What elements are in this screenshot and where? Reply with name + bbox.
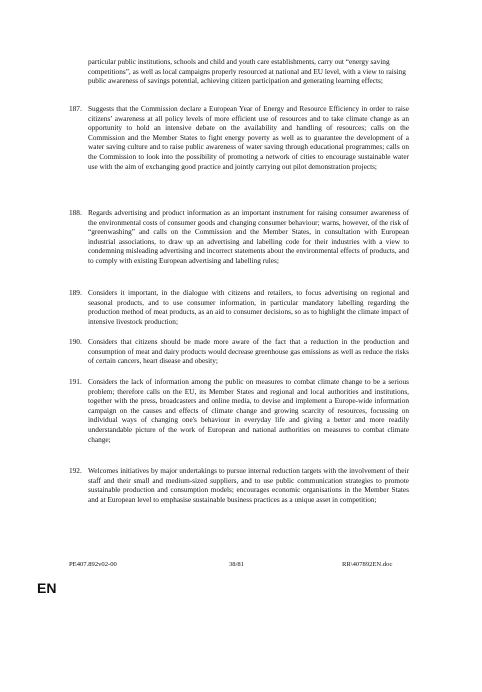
item-text: Regards advertising and product information as an important instrument for raising consumer awareness of the environmental costs of consumer goods and changing consumer behaviour; warns, however, of the risk of “greenwashing” and calls on the Commission and the Member States, in consultation with European industrial associations, to draw up an advertising and labelling code for their industries with a view to condemning misleading advertising and incorrect statements about the environmental effects of products, and to comply with existing European advertising and labelling rules; [88, 208, 409, 265]
item-text: Considers that citizens should be made more aware of the fact that a reduction in the production and consumption of meat and dairy products would decrease greenhouse gas emissions as well as reduce the risks of certain cancers, heart disease and obesity; [88, 337, 409, 366]
item-text: Suggests that the Commission declare a European Year of Energy and Resource Efficiency in order to raise citizens’ awareness at all policy levels of more efficient use of resources and to take climate change as an opportunity to hold an intensive debate on the availability and handling of resources; calls on the Commission and the Member States to fight energy poverty as well as to guarantee the development of a water saving culture and to raise public awareness of water saving through educational programmes; calls on the Commission to look into the possibility of promoting a network of cities to encourage sustainable water use with the aim of exchanging good practice and jointly carrying out pilot demonstration projects; [88, 104, 409, 171]
item-text: Welcomes initiatives by major undertakings to pursue internal reduction targets with the involvement of their staff and their small and medium-sized suppliers, and to use public communication strategies to promote sustainable production and consumption models; encourages economic organisations in the Member States and at European level to emphasise sustainable business practices as a unique asset in competition; [88, 466, 409, 504]
language-code: EN [37, 580, 57, 596]
footer-filename: RR\407892EN.doc [342, 561, 393, 568]
footer-page-number: 38/81 [229, 561, 245, 568]
item-number: 190. [69, 337, 82, 346]
list-item [69, 208, 409, 266]
list-item [69, 337, 409, 366]
item-number: 189. [69, 288, 82, 297]
item-number: 191. [69, 377, 82, 386]
item-number: 188. [69, 208, 82, 217]
footer-reference: PE407.892v02-00 [69, 561, 117, 568]
intro-paragraph: particular public institutions, schools and child and youth care establishments, carry out “energy saving competitions”, as well as local campaigns properly resourced at national and EU level, with a view to raising public awareness of savings potential, achieving citizen participation and generating learning effects; [88, 57, 406, 86]
list-item [69, 377, 409, 444]
list-item [69, 104, 409, 171]
list-item [69, 288, 409, 326]
list-item [69, 466, 409, 504]
item-number: 192. [69, 466, 82, 475]
item-number: 187. [69, 104, 82, 113]
item-text: Considers the lack of information among the public on measures to combat climate change to be a serious problem; therefore calls on the EU, its Member States and regional and local authorities and institutions, together with the press, broadcasters and online media, to devise and implement a Europe-wide information campaign on the causes and effects of climate change and growing scarcity of resources, focussing on individual ways of changing one's behaviour in everyday life and giving a better and more readily understandable picture of the work of European and national authorities on measures to combat climate change; [88, 377, 409, 444]
item-text: Considers it important, in the dialogue with citizens and retailers, to focus advertising on regional and seasonal products, and to use consumer information, in particular mandatory labelling regarding the production method of meat products, as an aid to consumer decisions, so as to highlight the climate impact of intensive livestock production; [88, 288, 409, 326]
